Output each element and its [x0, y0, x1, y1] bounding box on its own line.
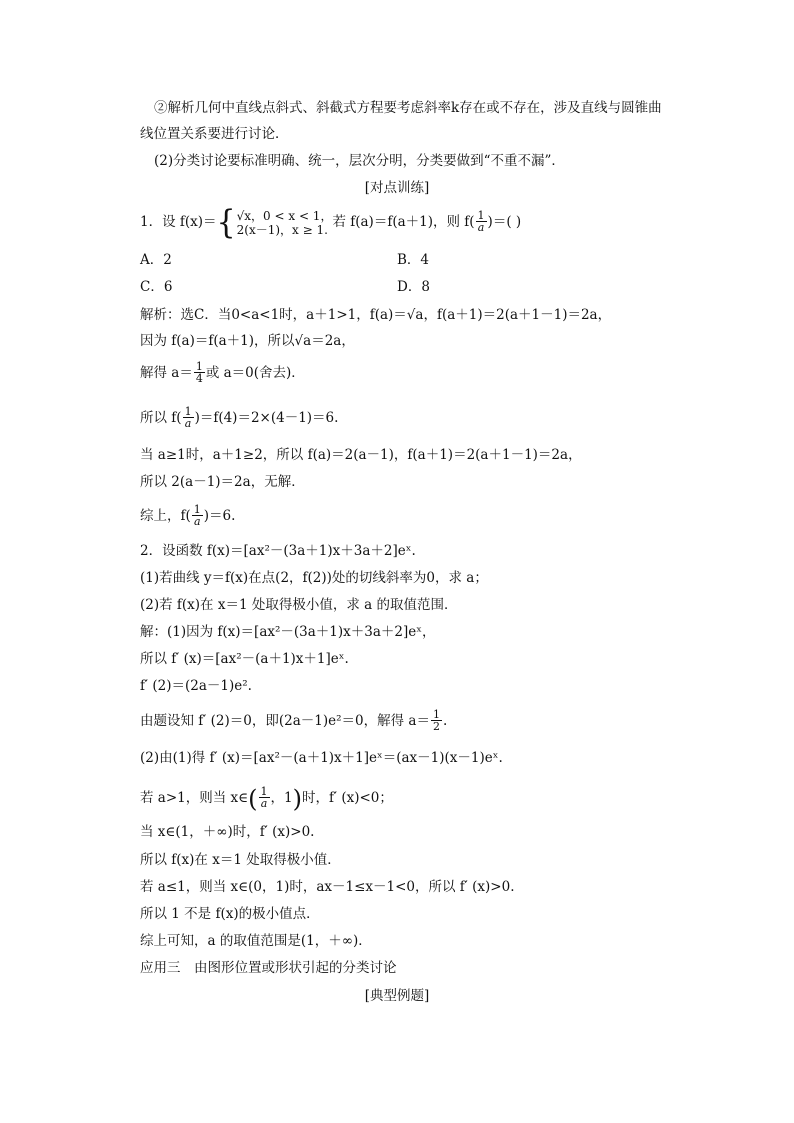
solution-line: 所以 2(a－1)＝2a，无解． — [140, 474, 305, 490]
fraction-1-over-a: $\frac{1}{a}$ — [184, 405, 192, 430]
brace-glyph: { — [216, 202, 236, 242]
solution-line: 解得 a＝ $\frac{1}{4}$ 或 a＝0(舍去)． — [140, 360, 305, 385]
solution-line: 综上可知，a 的取值范围是(1，＋∞)． — [140, 933, 372, 949]
fraction-1-over-a: $\frac{1}{a}$ — [477, 209, 485, 234]
case-1: √x，0 < x < 1， — [236, 208, 333, 223]
fraction-1-over-a: $\frac{1}{a}$ — [260, 785, 268, 810]
solution-line: 当 a≥1时，a＋1≥2，所以 f(a)＝2(a－1)，f(a＋1)＝2(a＋1－1)＝2a， — [140, 447, 582, 463]
solution-line: 所以 f( $\frac{1}{a}$ )＝f(4)＝2×(4－1)＝6. — [140, 405, 339, 430]
fraction-1-over-4: $\frac{1}{4}$ — [195, 360, 203, 385]
section-heading-exercises: [对点训练] — [364, 180, 430, 196]
option-d: D．8 — [397, 279, 430, 295]
paren-glyph: ) — [292, 784, 302, 813]
solution-line: 所以 1 不是 f(x)的极小值点． — [140, 906, 320, 922]
question-2-part-2: (2)若 f(x)在 x＝1 处取得极小值，求 a 的取值范围． — [140, 597, 458, 613]
option-a: A．2 — [140, 252, 172, 268]
solution-line: 因为 f(a)＝f(a＋1)，所以√a＝2a， — [140, 333, 355, 349]
text-line: 线位置关系要进行讨论． — [140, 126, 289, 142]
fraction-1-over-a: $\frac{1}{a}$ — [193, 503, 201, 528]
paren-glyph: ( — [248, 784, 258, 813]
text-line: (2)分类讨论要标准明确、统一，层次分明，分类要做到“不重不漏”． — [154, 153, 565, 169]
question-2-part-1: (1)若曲线 y＝f(x)在点(2，f(2))处的切线斜率为0，求 a； — [140, 570, 488, 586]
fraction-1-over-2: $\frac{1}{2}$ — [432, 708, 440, 733]
piecewise-cases — [237, 209, 333, 237]
solution-line: 所以 f(x)在 x＝1 处取得极小值． — [140, 852, 341, 868]
question-1 — [140, 202, 522, 242]
solution-line: (2)由(1)得 f′ (x)＝[ax²－(a＋1)x＋1]eˣ＝(ax－1)(x－1)eˣ. — [140, 750, 503, 766]
q1-mid: 若 f(a)＝f(a＋1)，则 f( — [332, 214, 475, 230]
solution-line: 若 a>1，则当 x∈( $\frac{1}{a}$ ，1)时，f′ (x)<0； — [140, 784, 393, 813]
case-2: 2(x－1)，x ≥ 1. — [236, 222, 328, 237]
option-b: B．4 — [397, 252, 430, 268]
solution-line: 若 a≤1，则当 x∈(0，1)时，ax－1≤x－1<0，所以 f′ (x)>0. — [140, 879, 515, 895]
solution-line: f′ (2)＝(2a－1)e². — [140, 678, 252, 694]
q1-end: )＝( ) — [487, 214, 522, 230]
solution-line: 当 x∈(1，＋∞)时，f′ (x)>0. — [140, 824, 315, 840]
solution-line: 所以 f′ (x)＝[ax²－(a＋1)x＋1]eˣ. — [140, 651, 349, 667]
section-heading-examples: [典型例题] — [364, 988, 430, 1004]
text-line: ②解析几何中直线点斜式、斜截式方程要考虑斜率k存在或不存在，涉及直线与圆锥曲 — [154, 100, 662, 116]
option-c: C．6 — [140, 279, 173, 295]
solution-line: 解析：选C．当0<a<1时，a＋1>1，f(a)＝√a，f(a＋1)＝2(a＋1－1)＝2a， — [140, 307, 612, 323]
solution-line: 由题设知 f′ (2)＝0，即(2a－1)e²＝0，解得 a＝ $\frac{1}{2}$ . — [140, 708, 448, 733]
q1-prefix: 1．设 f(x)＝ — [140, 214, 217, 230]
solution-line: 综上，f( $\frac{1}{a}$ )＝6. — [140, 503, 236, 528]
solution-line: 解：(1)因为 f(x)＝[ax²－(3a＋1)x＋3a＋2]eˣ， — [140, 624, 436, 640]
section-title-application-3: 应用三 由图形位置或形状引起的分类讨论 — [140, 960, 397, 976]
question-2: 2．设函数 f(x)＝[ax²－(3a＋1)x＋3a＋2]eˣ. — [140, 543, 416, 559]
